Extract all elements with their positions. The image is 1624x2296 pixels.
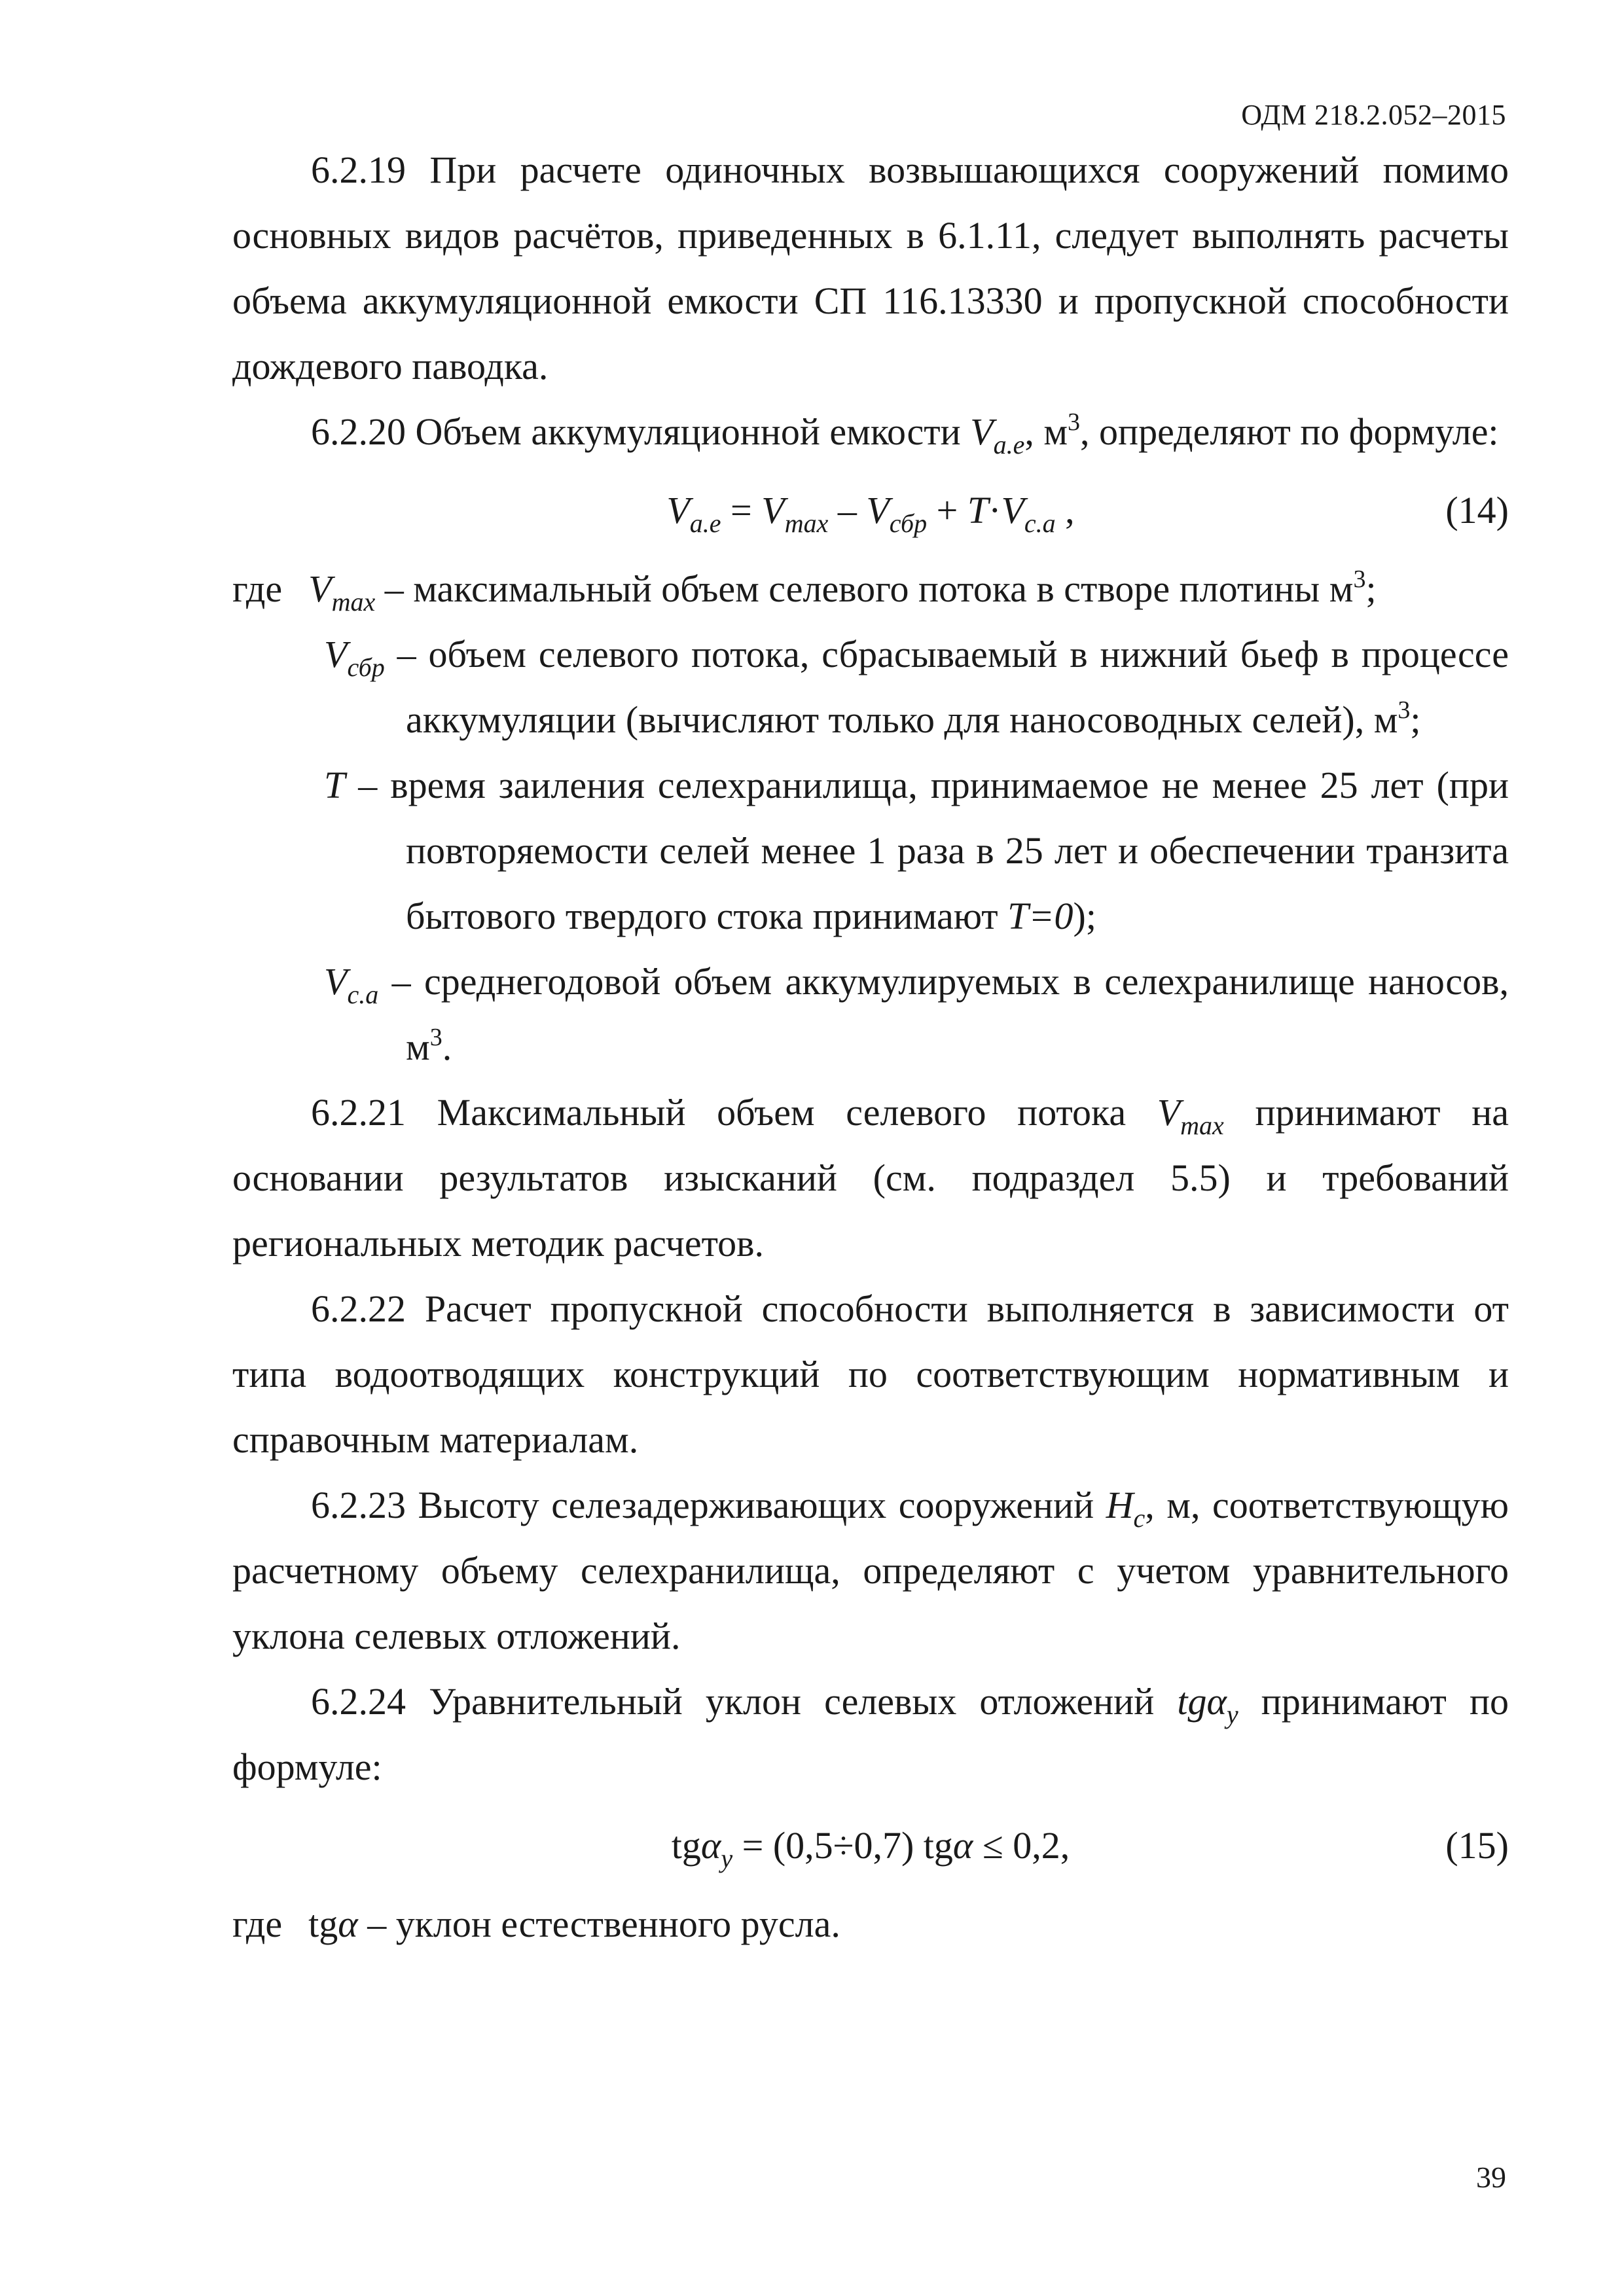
paragraph-6-2-22: 6.2.22 Расчет пропускной способности выполняется в зависимости от типа водоотводящих конструкций по соответствующим нормативным и справочным материалам. <box>232 1287 1509 1461</box>
formula-15-expression: tgα$_у$ = (0,5÷0,7) tgα ≤ 0,2, <box>671 1824 1070 1873</box>
formula-14-number: (14) <box>1445 489 1509 531</box>
paragraph-6-2-23: 6.2.23 Высоту селезадерживающих сооружений $H_с$, м, соответствующую расчетному объему селехранилища, определяют с учетом уравнительного уклона селевых отложений. <box>232 1484 1509 1657</box>
page-content <box>232 137 1509 1957</box>
definition-t: T – время заиления селехранилища, принимаемое не менее 25 лет (при повторяемости селей менее 1 раза в 25 лет и обеспечении транзита бытового твердого стока принимают T=0); <box>324 764 1509 937</box>
paragraph-6-2-20: 6.2.20 Объем аккумуляционной емкости $V_{а.е}$, $м^3$, определяют по формуле: <box>311 408 1499 459</box>
formula-14-expression: $V_{а.е} = V_{max} - V_{сбр} + T\cdot V_{с.а}$ , <box>666 489 1075 538</box>
definition-vsbr: $V_{сбр}$ – объем селевого потока, сбрасываемый в нижний бьеф в процессе аккумуляции (вычисляют только для наносоводных селей), $м^3$; <box>324 633 1509 741</box>
paragraph-6-2-19: 6.2.19 При расчете одиночных возвышающихся сооружений помимо основных видов расчётов, приведенных в 6.1.11, следует выполнять расчеты объема аккумуляционной емкости СП 116.13330 и пропускной способности дождевого паводка. <box>232 149 1509 387</box>
paragraph-6-2-21: 6.2.21 Максимальный объем селевого потока $V_{max}$ принимают на основании результатов изысканий (см. подраздел 5.5) и требований региональных методик расчетов. <box>232 1091 1509 1265</box>
page-number: 39 <box>1476 2161 1506 2194</box>
definition-vmax: где $V_{max}$ – максимальный объем селевого потока в створе плотины $м^3$; <box>232 565 1377 617</box>
formula-14 <box>232 465 1509 556</box>
formula-15 <box>232 1800 1509 1892</box>
paragraph-6-2-24: 6.2.24 Уравнительный уклон селевых отложений tgα$_у$ принимают по формуле: <box>232 1680 1509 1788</box>
definition-tg-alpha: где tgα – уклон естественного русла. <box>232 1903 840 1945</box>
formula-15-number: (15) <box>1445 1824 1509 1867</box>
document-code-header: ОДМ 218.2.052–2015 <box>1241 99 1506 131</box>
definition-vca: $V_{с.а}$ – среднегодовой объем аккумулируемых в селехранилище наносов, $м^3$. <box>324 960 1509 1068</box>
